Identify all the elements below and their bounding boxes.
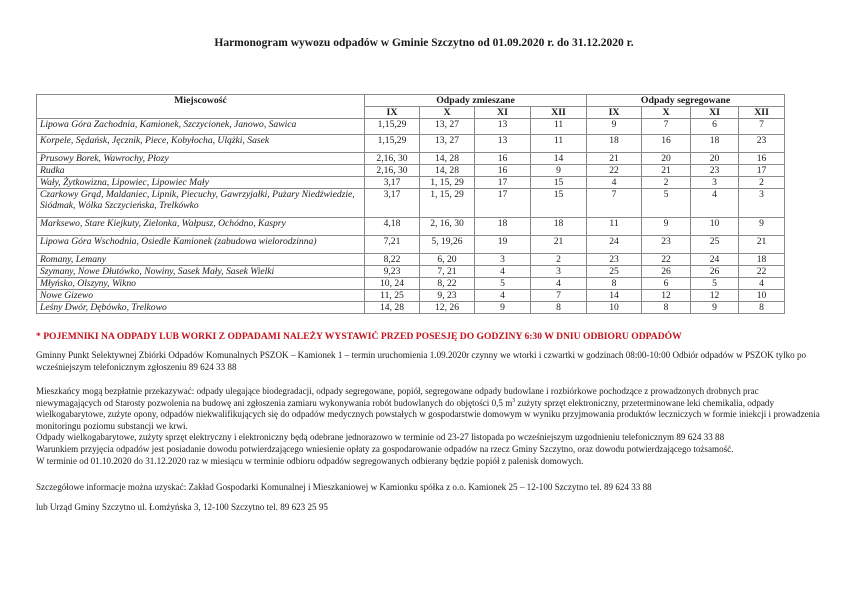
header-sorted-month: XII	[739, 107, 785, 119]
mixed-date-cell: 15	[531, 189, 587, 218]
sorted-date-cell: 23	[691, 165, 739, 177]
mixed-date-cell: 5, 19,26	[420, 236, 475, 254]
sorted-date-cell: 9	[691, 302, 739, 314]
mixed-date-cell: 17	[475, 177, 531, 189]
sorted-date-cell: 23	[642, 236, 691, 254]
sorted-date-cell: 3	[691, 177, 739, 189]
sorted-date-cell: 24	[587, 236, 642, 254]
collection-notice: * POJEMNIKI NA ODPADY LUB WORKI Z ODPADAMI NALEŻY WYSTAWIĆ PRZED POSESJĘ DO GODZINY 6:30 W DNIU ODBIORU ODPADÓW	[36, 331, 682, 342]
bulky-waste-info: Odpady wielkogabarytowe, zużyty sprzęt elektryczny i elektroniczny będą odebrane jednorazowo w terminie od 23-27 listopada po wcześniejszym uzgodnieniu telefonicznym 89 624 33 88	[36, 432, 725, 443]
sorted-date-cell: 9	[739, 218, 785, 236]
sorted-date-cell: 8	[587, 278, 642, 290]
place-cell: Szymany, Nowe Dłutówko, Nowiny, Sasek Mały, Sasek Wielki	[37, 266, 365, 278]
sorted-date-cell: 26	[642, 266, 691, 278]
place-cell: Lipowa Góra Wschodnia, Osiedle Kamionek (zabudowa wielorodzinna)	[37, 236, 365, 254]
mixed-date-cell: 18	[531, 218, 587, 236]
mixed-date-cell: 2, 16, 30	[420, 218, 475, 236]
mixed-date-cell: 2,16, 30	[365, 153, 420, 165]
mixed-date-cell: 9	[475, 302, 531, 314]
mixed-date-cell: 9, 23	[420, 290, 475, 302]
sorted-date-cell: 23	[587, 254, 642, 266]
sorted-date-cell: 20	[642, 153, 691, 165]
sorted-date-cell: 6	[642, 278, 691, 290]
collection-schedule-table	[36, 94, 785, 314]
sorted-date-cell: 4	[587, 177, 642, 189]
ash-collection-info: W terminie od 01.10.2020 do 31.12.2020 raz w miesiącu w terminie odbioru odpadów segregowanych odbierany będzie popiół z palenisk domowych.	[36, 455, 584, 466]
sorted-date-cell: 2	[739, 177, 785, 189]
sorted-date-cell: 11	[587, 218, 642, 236]
table-row	[37, 266, 785, 278]
sorted-date-cell: 24	[691, 254, 739, 266]
acceptance-condition: Warunkiem przyjęcia odpadów jest posiadanie dowodu potwierdzającego wniesienie opłaty za gospodarowanie odpadów na rzecz Gminy Szczytno, oraz dowodu potwierdzającego tożsamość.	[36, 443, 734, 454]
place-cell: Rudka	[37, 165, 365, 177]
mixed-date-cell: 11	[531, 135, 587, 153]
sorted-date-cell: 10	[739, 290, 785, 302]
mixed-date-cell: 6, 20	[420, 254, 475, 266]
mixed-date-cell: 2	[531, 254, 587, 266]
sorted-date-cell: 14	[587, 290, 642, 302]
header-sorted-waste: Odpady segregowane	[587, 95, 785, 107]
sorted-date-cell: 2	[642, 177, 691, 189]
mixed-date-cell: 13, 27	[420, 119, 475, 135]
mixed-date-cell: 1, 15, 29	[420, 189, 475, 218]
sorted-date-cell: 21	[642, 165, 691, 177]
mixed-date-cell: 13, 27	[420, 135, 475, 153]
mixed-date-cell: 9	[531, 165, 587, 177]
mixed-date-cell: 11	[531, 119, 587, 135]
table-row	[37, 302, 785, 314]
mixed-date-cell: 14, 28	[365, 302, 420, 314]
header-place: Miejscowość	[37, 95, 365, 119]
mixed-date-cell: 18	[475, 218, 531, 236]
header-mixed-month: XII	[531, 107, 587, 119]
header-sorted-month: XI	[691, 107, 739, 119]
mixed-date-cell: 3	[531, 266, 587, 278]
mixed-date-cell: 17	[475, 189, 531, 218]
mixed-date-cell: 14, 28	[420, 165, 475, 177]
mixed-date-cell: 1, 15, 29	[420, 177, 475, 189]
sorted-date-cell: 6	[691, 119, 739, 135]
sorted-date-cell: 8	[739, 302, 785, 314]
place-cell: Prusowy Borek, Wawrochy, Płozy	[37, 153, 365, 165]
mixed-date-cell: 3	[475, 254, 531, 266]
mixed-date-cell: 14, 28	[420, 153, 475, 165]
place-cell: Wały, Żytkowizna, Lipowiec, Lipowiec Mały	[37, 177, 365, 189]
mixed-date-cell: 2,16, 30	[365, 165, 420, 177]
mixed-date-cell: 12, 26	[420, 302, 475, 314]
sorted-date-cell: 10	[691, 218, 739, 236]
header-mixed-month: XI	[475, 107, 531, 119]
mixed-date-cell: 1,15,29	[365, 119, 420, 135]
sorted-date-cell: 23	[739, 135, 785, 153]
mixed-date-cell: 16	[475, 165, 531, 177]
residents-text-b: zużyty sprzęt elektroniczny, przeterminowane leki chemikalia, odpady wielkogabarytowe, zużyte opony, odpadów niekwalifikujących się do odpadów medycznych powstałych w gospodarstwie domowym w wyniku przyjmowania produktów leczniczych w formie iniekcji i prowadzenia monitoringu poziomu substancji we krwi.	[36, 397, 820, 431]
sorted-date-cell: 20	[691, 153, 739, 165]
header-mixed-month: IX	[365, 107, 420, 119]
table-row	[37, 119, 785, 135]
sorted-date-cell: 4	[739, 278, 785, 290]
mixed-date-cell: 21	[531, 236, 587, 254]
mixed-date-cell: 11, 25	[365, 290, 420, 302]
mixed-date-cell: 4	[531, 278, 587, 290]
sorted-date-cell: 21	[739, 236, 785, 254]
sorted-date-cell: 26	[691, 266, 739, 278]
sorted-date-cell: 7	[739, 119, 785, 135]
sorted-date-cell: 7	[642, 119, 691, 135]
mixed-date-cell: 4	[475, 290, 531, 302]
mixed-date-cell: 1,15,29	[365, 135, 420, 153]
table-row	[37, 177, 785, 189]
mixed-date-cell: 19	[475, 236, 531, 254]
sorted-date-cell: 8	[642, 302, 691, 314]
mixed-date-cell: 16	[475, 153, 531, 165]
mixed-date-cell: 5	[475, 278, 531, 290]
mixed-date-cell: 8, 22	[420, 278, 475, 290]
residents-text-a: Mieszkańcy mogą bezpłatnie przekazywać: odpady ulegające biodegradacji, odpady segregowane, popiół, segregowane odpady budowlane i rozbiórkowe pochodzące z prowadzonych drobnych prac niewymagających od Starosty pozwolenia na budowę ani zgłoszenia zamiaru wykonywania robót budowlanych do objętości 0,5 m	[36, 386, 759, 408]
residents-info	[36, 386, 826, 467]
mixed-date-cell: 4	[475, 266, 531, 278]
sorted-date-cell: 16	[739, 153, 785, 165]
sorted-date-cell: 18	[587, 135, 642, 153]
mixed-date-cell: 7, 21	[420, 266, 475, 278]
mixed-date-cell: 13	[475, 119, 531, 135]
mixed-date-cell: 7	[531, 290, 587, 302]
pszok-info: Gminny Punkt Selektywnej Zbiórki Odpadów Komunalnych PSZOK – Kamionek 1 – termin uruchomienia 1.09.2020r czynny we wtorki i czwartki w godzinach 08:00-10:00 Odbiór odpadów w PSZOK tylko po wcześniejszym telefonicznym zgłoszeniu 89 624 33 88	[36, 350, 807, 372]
sorted-date-cell: 22	[739, 266, 785, 278]
mixed-date-cell: 9,23	[365, 266, 420, 278]
mixed-date-cell: 8	[531, 302, 587, 314]
sorted-date-cell: 9	[587, 119, 642, 135]
mixed-date-cell: 10, 24	[365, 278, 420, 290]
mixed-date-cell: 7,21	[365, 236, 420, 254]
sorted-date-cell: 12	[642, 290, 691, 302]
sorted-date-cell: 4	[691, 189, 739, 218]
table-row	[37, 189, 785, 218]
sorted-date-cell: 25	[691, 236, 739, 254]
header-sorted-month: X	[642, 107, 691, 119]
mixed-date-cell: 13	[475, 135, 531, 153]
sorted-date-cell: 5	[642, 189, 691, 218]
table-row	[37, 290, 785, 302]
sorted-date-cell: 22	[587, 165, 642, 177]
table-row	[37, 254, 785, 266]
sorted-date-cell: 10	[587, 302, 642, 314]
sorted-date-cell: 7	[587, 189, 642, 218]
sorted-date-cell: 9	[642, 218, 691, 236]
table-row	[37, 165, 785, 177]
table-row	[37, 218, 785, 236]
table-row	[37, 236, 785, 254]
sorted-date-cell: 22	[642, 254, 691, 266]
document-title: Harmonogram wywozu odpadów w Gminie Szczytno od 01.09.2020 r. do 31.12.2020 r.	[214, 37, 634, 49]
place-cell: Korpele, Sędańsk, Jęcznik, Piece, Kobyłocha, Ulążki, Sasek	[37, 135, 365, 153]
sorted-date-cell: 18	[739, 254, 785, 266]
mixed-date-cell: 3,17	[365, 189, 420, 218]
mixed-date-cell: 8,22	[365, 254, 420, 266]
header-mixed-waste: Odpady zmieszane	[365, 95, 587, 107]
office-contact: lub Urząd Gminy Szczytno ul. Łomżyńska 3, 12-100 Szczytno tel. 89 623 25 95	[36, 502, 328, 512]
place-cell: Czarkowy Grąd, Maldaniec, Lipnik, Piecuchy, Gawrzyjałki, Pużary Niedźwiedzie, Siódmak, Wólka Szczycieńska, Trelkówko	[37, 189, 365, 218]
sorted-date-cell: 25	[587, 266, 642, 278]
sorted-date-cell: 18	[691, 135, 739, 153]
place-cell: Romany, Lemany	[37, 254, 365, 266]
mixed-date-cell: 4,18	[365, 218, 420, 236]
mixed-date-cell: 3,17	[365, 177, 420, 189]
sorted-date-cell: 17	[739, 165, 785, 177]
sorted-date-cell: 16	[642, 135, 691, 153]
mixed-date-cell: 14	[531, 153, 587, 165]
cubic-superscript: 3	[512, 397, 516, 404]
mixed-date-cell: 15	[531, 177, 587, 189]
sorted-date-cell: 3	[739, 189, 785, 218]
table-row	[37, 278, 785, 290]
header-mixed-month: X	[420, 107, 475, 119]
table-row	[37, 135, 785, 153]
sorted-date-cell: 12	[691, 290, 739, 302]
table-row	[37, 153, 785, 165]
sorted-date-cell: 5	[691, 278, 739, 290]
place-cell: Lipowa Góra Zachodnia, Kamionek, Szczycionek, Janowo, Sawica	[37, 119, 365, 135]
header-sorted-month: IX	[587, 107, 642, 119]
place-cell: Nowe Gizewo	[37, 290, 365, 302]
place-cell: Leśny Dwór, Dębówko, Trelkowo	[37, 302, 365, 314]
place-cell: Marksewo, Stare Kiejkuty, Zielonka, Wałpusz, Ochódno, Kaspry	[37, 218, 365, 236]
place-cell: Młyńsko, Olszyny, Wikno	[37, 278, 365, 290]
sorted-date-cell: 21	[587, 153, 642, 165]
contact-info: Szczegółowe informacje można uzyskać: Zakład Gospodarki Komunalnej i Mieszkaniowej w Kamionku spółka z o.o. Kamionek 25 – 12-100 Szczytno tel. 89 624 33 88	[36, 482, 652, 492]
